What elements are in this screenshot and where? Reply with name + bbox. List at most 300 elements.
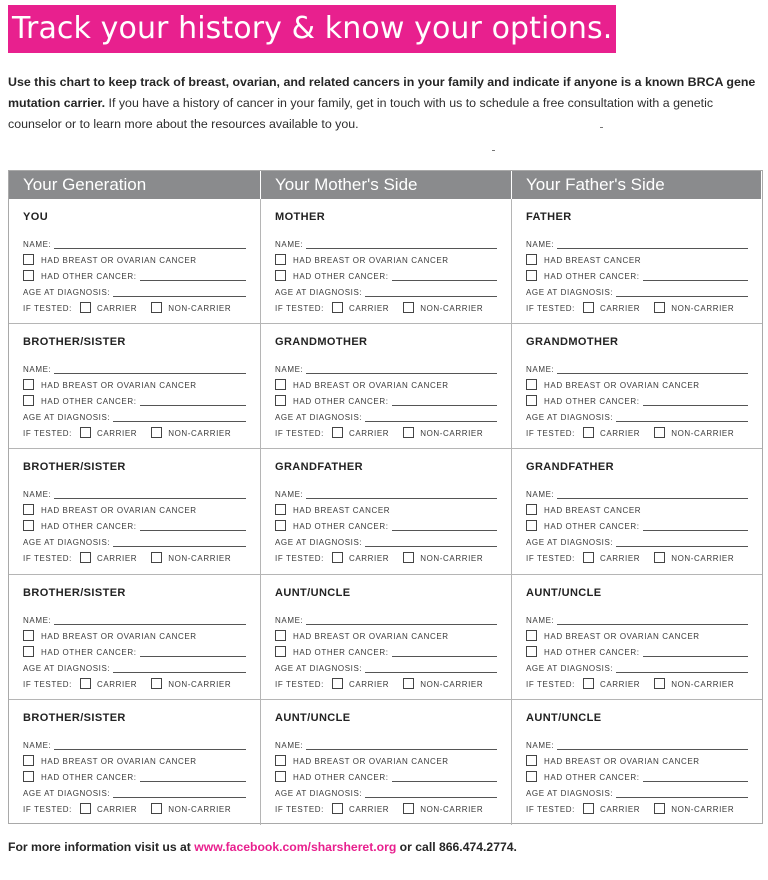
age-row (23, 281, 246, 297)
carrier-checkbox[interactable] (332, 427, 343, 438)
name-field[interactable] (557, 364, 748, 374)
non-carrier-label: NON-CARRIER (168, 429, 232, 439)
other-cancer-field[interactable] (392, 647, 497, 657)
name-field[interactable] (557, 740, 748, 750)
other-cancer-label: HAD OTHER CANCER: (544, 647, 640, 657)
other-cancer-checkbox[interactable] (275, 646, 286, 657)
other-cancer-checkbox[interactable] (526, 270, 537, 281)
relative-cell (512, 324, 762, 449)
age-label: AGE AT DIAGNOSIS: (23, 413, 111, 423)
cancer-checkbox[interactable] (275, 379, 286, 390)
if-tested-label: IF TESTED: (23, 429, 72, 439)
age-field[interactable] (113, 663, 246, 673)
if-tested-label: IF TESTED: (275, 304, 324, 313)
non-carrier-checkbox[interactable] (403, 803, 414, 814)
cancer-row (23, 374, 246, 390)
name-label: NAME: (23, 365, 52, 375)
if-tested-label: IF TESTED: (275, 554, 324, 564)
cancer-label: HAD BREAST OR OVARIAN CANCER (41, 756, 197, 766)
other-cancer-checkbox[interactable] (275, 520, 286, 531)
relative-cell (261, 199, 512, 324)
age-field[interactable] (365, 412, 497, 422)
other-cancer-row (526, 766, 748, 782)
footer-suffix: or call 866.474.2774. (396, 840, 517, 854)
carrier-label: CARRIER (96, 804, 138, 814)
age-field[interactable] (365, 788, 497, 798)
name-field[interactable] (306, 364, 497, 374)
name-row (23, 358, 246, 374)
age-label: AGE AT DIAGNOSIS: (526, 413, 614, 423)
non-carrier-label: NON-CARRIER (671, 804, 735, 814)
cancer-label: HAD BREAST OR OVARIAN CANCER (41, 631, 197, 641)
cancer-row (23, 249, 246, 265)
carrier-checkbox[interactable] (583, 302, 594, 313)
other-cancer-field[interactable] (643, 396, 748, 406)
other-cancer-label: HAD OTHER CANCER: (41, 272, 137, 281)
age-row (526, 657, 748, 673)
non-carrier-label: NON-CARRIER (420, 304, 484, 313)
other-cancer-field[interactable] (643, 647, 748, 657)
other-cancer-label: HAD OTHER CANCER: (41, 772, 137, 782)
age-field[interactable] (113, 412, 246, 422)
cancer-row (23, 750, 246, 766)
age-label: AGE AT DIAGNOSIS: (23, 538, 111, 548)
tested-row (275, 297, 497, 313)
page-banner-title: Track your history & know your options. (8, 5, 616, 53)
other-cancer-checkbox[interactable] (526, 646, 537, 657)
column-header-fathers-side: Your Father's Side (512, 171, 762, 199)
relative-cell (261, 700, 512, 825)
cancer-checkbox[interactable] (275, 504, 286, 515)
age-row (275, 531, 497, 547)
other-cancer-checkbox[interactable] (23, 646, 34, 657)
carrier-checkbox[interactable] (80, 678, 91, 689)
cancer-checkbox[interactable] (23, 254, 34, 265)
age-row (23, 657, 246, 673)
non-carrier-label: NON-CARRIER (671, 304, 735, 313)
relative-title: BROTHER/SISTER (23, 586, 126, 599)
footer-prefix: For more information visit us at (8, 840, 195, 854)
age-field[interactable] (365, 663, 497, 673)
other-cancer-row (23, 390, 246, 406)
relative-cell (9, 199, 261, 324)
non-carrier-label: NON-CARRIER (168, 304, 232, 313)
name-label: NAME: (23, 240, 52, 249)
other-cancer-field[interactable] (140, 647, 246, 657)
non-carrier-checkbox[interactable] (151, 302, 162, 313)
name-row (23, 609, 246, 625)
relative-title: AUNT/UNCLE (275, 586, 351, 599)
if-tested-label: IF TESTED: (526, 429, 575, 439)
age-field[interactable] (365, 287, 497, 297)
tested-row (526, 673, 748, 689)
name-row (275, 358, 497, 374)
other-cancer-row (275, 641, 497, 657)
other-cancer-field[interactable] (392, 521, 497, 531)
non-carrier-checkbox[interactable] (151, 427, 162, 438)
cancer-checkbox[interactable] (526, 254, 537, 265)
other-cancer-field[interactable] (643, 772, 748, 782)
name-label: NAME: (526, 490, 555, 500)
non-carrier-checkbox[interactable] (403, 678, 414, 689)
relative-cell (512, 449, 762, 574)
carrier-checkbox[interactable] (583, 427, 594, 438)
carrier-label: CARRIER (348, 304, 390, 313)
name-field[interactable] (54, 740, 246, 750)
name-label: NAME: (275, 240, 304, 249)
non-carrier-checkbox[interactable] (403, 427, 414, 438)
other-cancer-label: HAD OTHER CANCER: (293, 772, 389, 782)
other-cancer-checkbox[interactable] (23, 395, 34, 406)
cancer-checkbox[interactable] (275, 755, 286, 766)
cancer-checkbox[interactable] (526, 504, 537, 515)
other-cancer-field[interactable] (392, 271, 497, 281)
cancer-label: HAD BREAST OR OVARIAN CANCER (41, 506, 197, 516)
other-cancer-checkbox[interactable] (275, 270, 286, 281)
tested-row (526, 798, 748, 814)
non-carrier-label: NON-CARRIER (420, 429, 484, 439)
other-cancer-label: HAD OTHER CANCER: (544, 272, 640, 281)
age-field[interactable] (616, 287, 748, 297)
other-cancer-checkbox[interactable] (275, 395, 286, 406)
age-field[interactable] (113, 788, 246, 798)
intro-regular-text: If you have a history of cancer in your family, get in touch with us to schedule a free consultation with a genetic counselor or to learn more about the resources available to you. (8, 96, 714, 131)
non-carrier-label: NON-CARRIER (168, 554, 232, 564)
cancer-checkbox[interactable] (275, 254, 286, 265)
relative-title: AUNT/UNCLE (526, 711, 602, 724)
other-cancer-label: HAD OTHER CANCER: (293, 272, 389, 281)
name-row (526, 483, 748, 499)
other-cancer-checkbox[interactable] (23, 771, 34, 782)
tested-row (23, 547, 246, 563)
non-carrier-checkbox[interactable] (403, 552, 414, 563)
age-label: AGE AT DIAGNOSIS: (526, 788, 614, 798)
age-label: AGE AT DIAGNOSIS: (275, 413, 363, 423)
relative-title: BROTHER/SISTER (23, 461, 126, 474)
if-tested-label: IF TESTED: (526, 804, 575, 814)
carrier-checkbox[interactable] (583, 678, 594, 689)
non-carrier-label: NON-CARRIER (420, 554, 484, 564)
other-cancer-label: HAD OTHER CANCER: (544, 772, 640, 782)
name-row (526, 358, 748, 374)
age-label: AGE AT DIAGNOSIS: (275, 288, 363, 297)
relative-title: FATHER (526, 211, 572, 223)
other-cancer-field[interactable] (140, 521, 246, 531)
age-row (526, 406, 748, 422)
name-label: NAME: (23, 490, 52, 500)
other-cancer-row (526, 641, 748, 657)
column-header-your-generation: Your Generation (9, 171, 261, 199)
non-carrier-checkbox[interactable] (151, 678, 162, 689)
stray-mark (492, 150, 495, 151)
non-carrier-checkbox[interactable] (151, 552, 162, 563)
carrier-checkbox[interactable] (80, 302, 91, 313)
carrier-label: CARRIER (96, 679, 138, 689)
if-tested-label: IF TESTED: (23, 304, 72, 313)
carrier-label: CARRIER (599, 679, 641, 689)
carrier-label: CARRIER (348, 679, 390, 689)
carrier-checkbox[interactable] (80, 803, 91, 814)
age-row (526, 281, 748, 297)
cancer-row (526, 374, 748, 390)
tested-row (526, 422, 748, 438)
cancer-checkbox[interactable] (526, 379, 537, 390)
name-field[interactable] (54, 615, 246, 625)
carrier-label: CARRIER (599, 804, 641, 814)
carrier-label: CARRIER (599, 429, 641, 439)
other-cancer-label: HAD OTHER CANCER: (544, 397, 640, 407)
name-label: NAME: (526, 740, 555, 750)
age-label: AGE AT DIAGNOSIS: (526, 538, 614, 548)
tested-row (526, 297, 748, 313)
age-row (526, 782, 748, 798)
non-carrier-label: NON-CARRIER (420, 804, 484, 814)
relative-title: GRANDMOTHER (526, 336, 619, 349)
age-label: AGE AT DIAGNOSIS: (23, 288, 111, 297)
tested-row (275, 422, 497, 438)
relative-cell (9, 700, 261, 825)
carrier-checkbox[interactable] (332, 678, 343, 689)
age-label: AGE AT DIAGNOSIS: (275, 538, 363, 548)
age-field[interactable] (616, 788, 748, 798)
age-row (23, 406, 246, 422)
other-cancer-row (275, 265, 497, 281)
cancer-label: HAD BREAST OR OVARIAN CANCER (293, 631, 449, 641)
non-carrier-label: NON-CARRIER (420, 679, 484, 689)
non-carrier-label: NON-CARRIER (671, 554, 735, 564)
age-label: AGE AT DIAGNOSIS: (23, 788, 111, 798)
other-cancer-field[interactable] (140, 396, 246, 406)
relative-title: AUNT/UNCLE (275, 711, 351, 724)
other-cancer-row (275, 515, 497, 531)
if-tested-label: IF TESTED: (23, 554, 72, 564)
name-row (275, 734, 497, 750)
other-cancer-field[interactable] (140, 271, 246, 281)
if-tested-label: IF TESTED: (275, 804, 324, 814)
cancer-row (275, 625, 497, 641)
name-label: NAME: (23, 615, 52, 625)
relative-title: GRANDMOTHER (275, 336, 368, 349)
other-cancer-label: HAD OTHER CANCER: (544, 522, 640, 532)
carrier-checkbox[interactable] (80, 552, 91, 563)
relative-title: MOTHER (275, 211, 326, 223)
name-label: NAME: (526, 615, 555, 625)
age-field[interactable] (113, 537, 246, 547)
if-tested-label: IF TESTED: (23, 679, 72, 689)
relative-cell (512, 700, 762, 825)
cancer-row (23, 625, 246, 641)
cancer-row (526, 750, 748, 766)
age-row (275, 406, 497, 422)
name-row (526, 734, 748, 750)
tested-row (23, 297, 246, 313)
if-tested-label: IF TESTED: (275, 679, 324, 689)
cancer-checkbox[interactable] (23, 755, 34, 766)
age-field[interactable] (616, 412, 748, 422)
other-cancer-row (526, 515, 748, 531)
age-field[interactable] (113, 287, 246, 297)
intro-paragraph (8, 72, 760, 135)
non-carrier-checkbox[interactable] (654, 427, 665, 438)
carrier-checkbox[interactable] (332, 803, 343, 814)
name-field[interactable] (54, 489, 246, 499)
non-carrier-checkbox[interactable] (654, 302, 665, 313)
name-label: NAME: (275, 615, 304, 625)
name-field[interactable] (54, 239, 246, 249)
cancer-checkbox[interactable] (526, 630, 537, 641)
other-cancer-row (275, 390, 497, 406)
other-cancer-checkbox[interactable] (526, 395, 537, 406)
cancer-checkbox[interactable] (23, 504, 34, 515)
if-tested-label: IF TESTED: (526, 679, 575, 689)
other-cancer-field[interactable] (643, 521, 748, 531)
relative-cell (9, 449, 261, 574)
other-cancer-row (23, 766, 246, 782)
cancer-checkbox[interactable] (23, 379, 34, 390)
name-field[interactable] (306, 489, 497, 499)
age-field[interactable] (616, 537, 748, 547)
carrier-checkbox[interactable] (332, 302, 343, 313)
name-field[interactable] (557, 615, 748, 625)
age-row (275, 657, 497, 673)
carrier-label: CARRIER (348, 429, 390, 439)
cancer-label: HAD BREAST CANCER (293, 506, 391, 516)
carrier-label: CARRIER (599, 304, 641, 313)
name-field[interactable] (54, 364, 246, 374)
other-cancer-label: HAD OTHER CANCER: (41, 397, 137, 407)
cancer-label: HAD BREAST CANCER (544, 506, 642, 516)
cancer-label: HAD BREAST OR OVARIAN CANCER (544, 631, 700, 641)
other-cancer-row (275, 766, 497, 782)
carrier-label: CARRIER (96, 304, 138, 313)
non-carrier-label: NON-CARRIER (168, 679, 232, 689)
cancer-row (526, 249, 748, 265)
carrier-checkbox[interactable] (332, 552, 343, 563)
name-label: NAME: (275, 490, 304, 500)
relative-cell (261, 324, 512, 449)
other-cancer-field[interactable] (392, 772, 497, 782)
footer-info (8, 840, 760, 854)
cancer-row (526, 499, 748, 515)
other-cancer-field[interactable] (392, 396, 497, 406)
name-label: NAME: (275, 365, 304, 375)
carrier-checkbox[interactable] (583, 552, 594, 563)
name-label: NAME: (526, 365, 555, 375)
relative-cell (9, 324, 261, 449)
other-cancer-field[interactable] (140, 772, 246, 782)
name-label: NAME: (526, 240, 555, 249)
name-row (275, 609, 497, 625)
name-field[interactable] (557, 239, 748, 249)
other-cancer-label: HAD OTHER CANCER: (293, 522, 389, 532)
tested-row (526, 547, 748, 563)
age-field[interactable] (616, 663, 748, 673)
relative-title: GRANDFATHER (275, 461, 363, 474)
other-cancer-checkbox[interactable] (526, 520, 537, 531)
cancer-label: HAD BREAST OR OVARIAN CANCER (544, 381, 700, 391)
if-tested-label: IF TESTED: (23, 804, 72, 814)
name-field[interactable] (306, 239, 497, 249)
other-cancer-row (526, 265, 748, 281)
age-row (23, 531, 246, 547)
name-field[interactable] (306, 615, 497, 625)
non-carrier-checkbox[interactable] (654, 678, 665, 689)
other-cancer-checkbox[interactable] (23, 520, 34, 531)
cancer-label: HAD BREAST OR OVARIAN CANCER (41, 381, 197, 391)
non-carrier-label: NON-CARRIER (671, 679, 735, 689)
age-field[interactable] (365, 537, 497, 547)
name-row (526, 609, 748, 625)
non-carrier-label: NON-CARRIER (168, 804, 232, 814)
relative-title: YOU (23, 211, 49, 223)
age-label: AGE AT DIAGNOSIS: (23, 663, 111, 673)
non-carrier-checkbox[interactable] (654, 803, 665, 814)
tested-row (275, 798, 497, 814)
family-history-chart (8, 170, 763, 824)
non-carrier-checkbox[interactable] (654, 552, 665, 563)
age-row (275, 281, 497, 297)
age-label: AGE AT DIAGNOSIS: (275, 788, 363, 798)
facebook-link[interactable]: www.facebook.com/sharsheret.org (194, 840, 397, 854)
tested-row (23, 798, 246, 814)
other-cancer-checkbox[interactable] (23, 270, 34, 281)
cancer-row (526, 625, 748, 641)
other-cancer-row (23, 641, 246, 657)
cancer-row (275, 499, 497, 515)
other-cancer-checkbox[interactable] (275, 771, 286, 782)
carrier-label: CARRIER (348, 804, 390, 814)
cancer-checkbox[interactable] (526, 755, 537, 766)
carrier-checkbox[interactable] (80, 427, 91, 438)
age-label: AGE AT DIAGNOSIS: (526, 663, 614, 673)
other-cancer-row (23, 265, 246, 281)
relative-cell (9, 575, 261, 700)
carrier-checkbox[interactable] (583, 803, 594, 814)
other-cancer-row (526, 390, 748, 406)
other-cancer-checkbox[interactable] (526, 771, 537, 782)
carrier-label: CARRIER (96, 429, 138, 439)
carrier-label: CARRIER (599, 554, 641, 564)
age-label: AGE AT DIAGNOSIS: (275, 663, 363, 673)
relative-cell (261, 449, 512, 574)
non-carrier-checkbox[interactable] (151, 803, 162, 814)
non-carrier-label: NON-CARRIER (671, 429, 735, 439)
other-cancer-label: HAD OTHER CANCER: (41, 647, 137, 657)
cancer-label: HAD BREAST OR OVARIAN CANCER (293, 756, 449, 766)
name-row (275, 483, 497, 499)
if-tested-label: IF TESTED: (275, 429, 324, 439)
cancer-label: HAD BREAST OR OVARIAN CANCER (544, 756, 700, 766)
other-cancer-field[interactable] (643, 271, 748, 281)
cancer-checkbox[interactable] (23, 630, 34, 641)
column-header-mothers-side: Your Mother's Side (261, 171, 512, 199)
relative-title: AUNT/UNCLE (526, 586, 602, 599)
cancer-row (275, 374, 497, 390)
cancer-label: HAD BREAST OR OVARIAN CANCER (293, 381, 449, 391)
other-cancer-label: HAD OTHER CANCER: (293, 647, 389, 657)
intro-bold-text: Use this chart to keep track of breast, ovarian, and related cancers in your family and indicate if anyone is a known BRCA gene mutation carrier. (8, 75, 756, 110)
relative-title: GRANDFATHER (526, 461, 614, 474)
tested-row (23, 673, 246, 689)
name-row (526, 233, 748, 249)
age-label: AGE AT DIAGNOSIS: (526, 288, 614, 297)
non-carrier-checkbox[interactable] (403, 302, 414, 313)
age-row (23, 782, 246, 798)
name-field[interactable] (557, 489, 748, 499)
cancer-checkbox[interactable] (275, 630, 286, 641)
name-field[interactable] (306, 740, 497, 750)
cancer-row (275, 750, 497, 766)
